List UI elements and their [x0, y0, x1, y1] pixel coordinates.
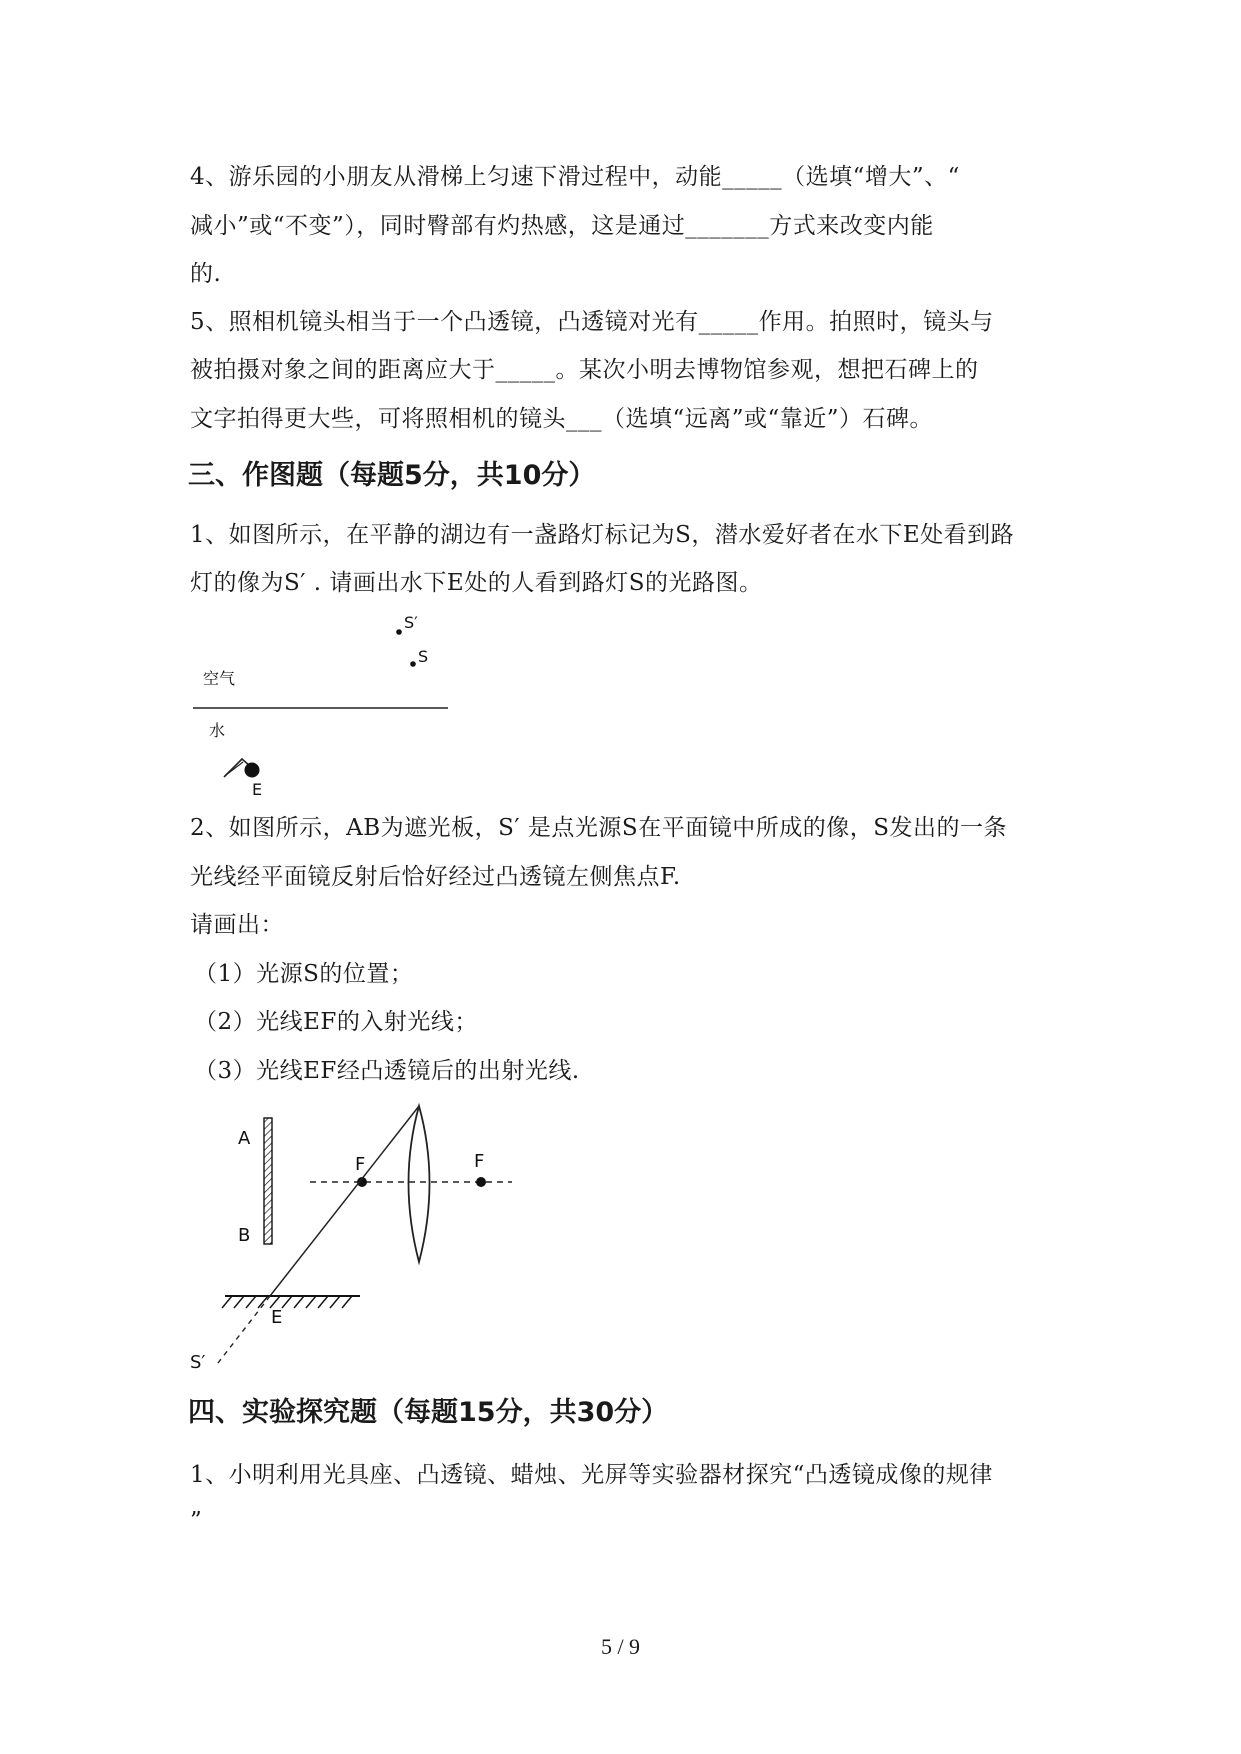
plane-mirror	[222, 1296, 360, 1328]
label-b: B	[238, 1225, 251, 1246]
s3-q2-item3: （3）光线EF经凸透镜后的出射光线.	[194, 1058, 580, 1084]
section4-heading: 四、实验探究题（每题15分，共30分）	[188, 1397, 669, 1428]
q5-text-line1: 5、照相机镜头相当于一个凸透镜，凸透镜对光有_____作用。拍照时，镜头与	[190, 309, 994, 335]
air-label: 空气	[203, 669, 236, 688]
s3-q1-text-line2: 灯的像为S′ . 请画出水下E处的人看到路灯S的光路图。	[190, 570, 763, 596]
image-extension-line	[218, 1296, 270, 1363]
screen-ab	[238, 1118, 272, 1246]
q4-text-line3: 的.	[190, 261, 222, 287]
svg-text:S: S	[418, 647, 429, 666]
s3-q2-text-line3: 请画出：	[190, 912, 284, 938]
svg-text:E: E	[252, 780, 263, 799]
section3-heading: 三、作图题（每题5分，共10分）	[188, 460, 596, 491]
q5-text-line2: 被拍摄对象之间的距离应大于_____。某次小明去博物馆参观，想把石碑上的	[190, 357, 979, 383]
s4-q1-text-line2: ”	[190, 1508, 203, 1534]
convex-lens	[409, 1106, 430, 1262]
page-number: 5 / 9	[600, 1634, 641, 1659]
s3-q2-item1: （1）光源S的位置；	[194, 961, 414, 987]
svg-text:S′: S′	[404, 613, 418, 632]
s3-q2-text-line2: 光线经平面镜反射后恰好经过凸透镜左侧焦点F.	[190, 864, 681, 890]
s3-q2-item2: （2）光线EF的入射光线；	[194, 1009, 478, 1035]
water-label: 水	[209, 721, 226, 740]
s3-q2-text-line1: 2、如图所示，AB为遮光板，S′ 是点光源S在平面镜中所成的像，S发出的一条	[190, 815, 1007, 841]
q4-text-line1: 4、游乐园的小朋友从滑梯上匀速下滑过程中，动能_____（选填“增大”、“	[190, 164, 960, 190]
svg-text:F: F	[355, 1154, 366, 1175]
s3-q1-text-line1: 1、如图所示，在平静的湖边有一盏路灯标记为S，潜水爱好者在水下E处看到路	[190, 522, 1015, 548]
q5-text-line3: 文字拍得更大些，可将照相机的镜头___（选填“远离”或“靠近”）石碑。	[190, 406, 934, 432]
s4-q1-text-line1: 1、小明利用光具座、凸透镜、蜡烛、光屏等实验器材探究“凸透镜成像的规律	[190, 1462, 993, 1488]
ray-ef	[270, 1106, 419, 1296]
svg-text:F: F	[474, 1151, 485, 1172]
label-e: E	[271, 1307, 283, 1328]
label-s-prime: S′	[190, 1352, 206, 1373]
label-a: A	[238, 1128, 251, 1149]
q4-text-line2: 减小”或“不变”），同时臀部有灼热感，这是通过_______方式来改变内能	[190, 213, 934, 239]
